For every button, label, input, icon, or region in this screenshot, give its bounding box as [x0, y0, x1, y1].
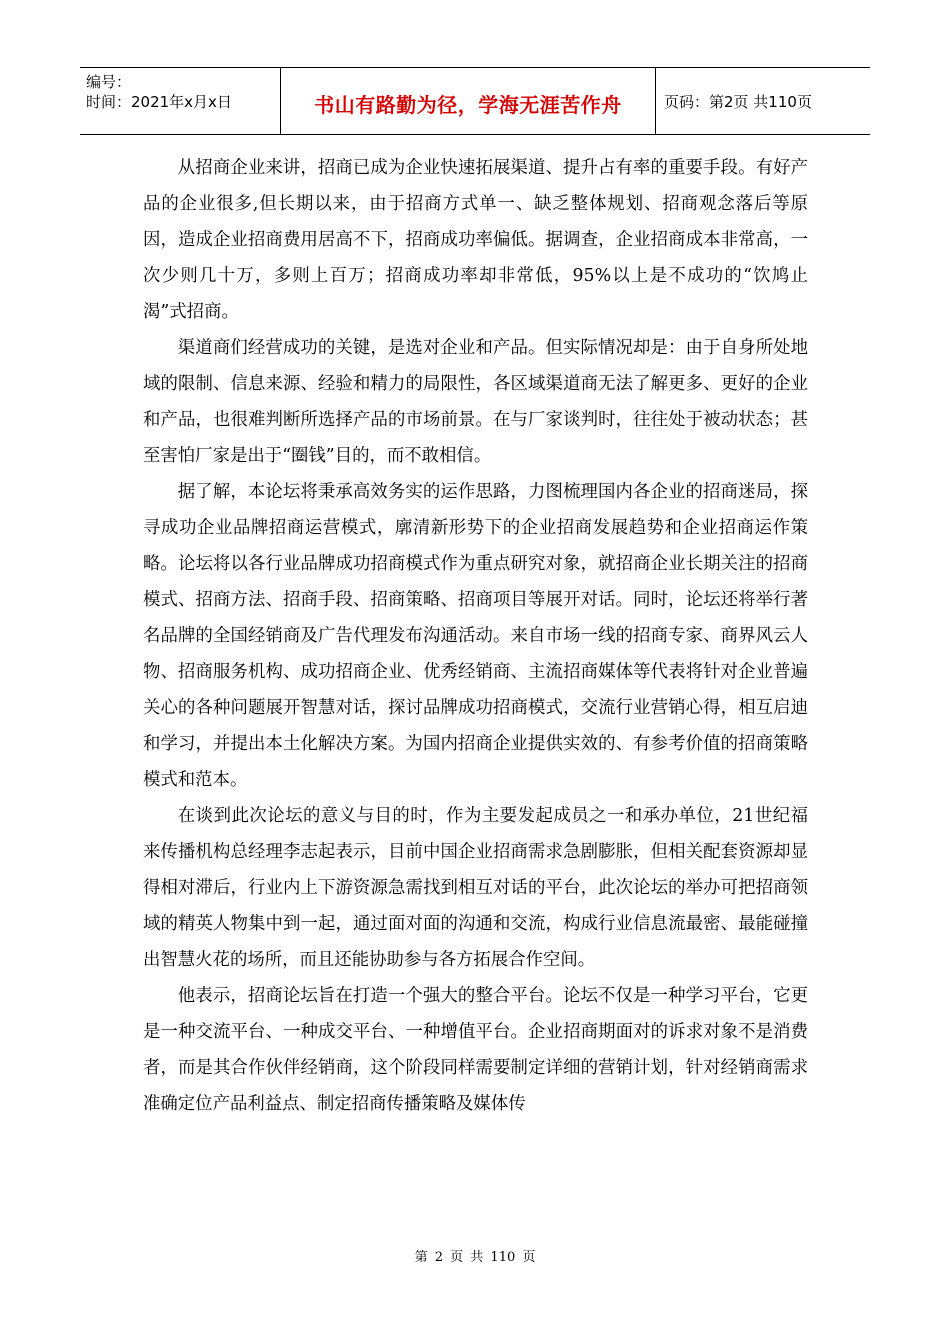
document-time-label: 时间：2021年x月x日 — [86, 93, 232, 111]
header-page-info: 页码：第2页 共110页 — [664, 92, 812, 111]
paragraph: 他表示，招商论坛旨在打造一个强大的整合平台。论坛不仅是一种学习平台，它更是一种交流平台、一种成交平台、一种增值平台。企业招商期面对的诉求对象不是消费者，而是其合作伙伴经销商，这个阶段同样需要制定详细的营销计划，针对经销商需求准确定位产品利益点、制定招商传播策略及媒体传 — [143, 986, 808, 1114]
document-body — [143, 150, 808, 1122]
page-header — [80, 67, 870, 135]
header-motto-cell — [281, 68, 656, 134]
header-meta — [80, 68, 281, 134]
paragraph: 据了解，本论坛将秉承高效务实的运作思路，力图梳理国内各企业的招商迷局，探寻成功企业品牌招商运营模式，廓清新形势下的企业招商发展趋势和企业招商运作策略。论坛将以各行业品牌成功招商模式作为重点研究对象，就招商企业长期关注的招商模式、招商方法、招商手段、招商策略、招商项目等展开对话。同时，论坛还将举行著名品牌的全国经销商及广告代理发布沟通活动。来自市场一线的招商专家、商界风云人物、招商服务机构、成功招商企业、优秀经销商、主流招商媒体等代表将针对企业普遍关心的各种问题展开智慧对话，探讨品牌成功招商模式，交流行业营销心得，相互启迪和学习，并提出本土化解决方案。为国内招商企业提供实效的、有参考价值的招商策略模式和范本。 — [143, 482, 808, 790]
header-motto: 书山有路勤为径，学海无涯苦作舟 — [314, 92, 622, 117]
paragraph: 渠道商们经营成功的关键，是选对企业和产品。但实际情况却是：由于自身所处地域的限制、信息来源、经验和精力的局限性，各区域渠道商无法了解更多、更好的企业和产品，也很难判断所选择产品的市场前景。在与厂家谈判时，往往处于被动状态；甚至害怕厂家是出于“圈钱”目的，而不敢相信。 — [143, 338, 808, 466]
paragraph: 从招商企业来讲，招商已成为企业快速拓展渠道、提升占有率的重要手段。有好产品的企业很多,但长期以来，由于招商方式单一、缺乏整体规划、招商观念落后等原因，造成企业招商费用居高不下，招商成功率偏低。据调查，企业招商成本非常高，一次少则几十万，多则上百万；招商成功率却非常低，95%以上是不成功的“饮鸠止渴”式招商。 — [143, 158, 808, 322]
page-footer: 第 2 页 共 110 页 — [414, 1250, 536, 1265]
document-number-label: 编号： — [86, 73, 132, 91]
paragraph: 在谈到此次论坛的意义与目的时，作为主要发起成员之一和承办单位，21世纪福来传播机构总经理李志起表示，目前中国企业招商需求急剧膨胀，但相关配套资源却显得相对滞后，行业内上下游资源急需找到相互对话的平台，此次论坛的举办可把招商领域的精英人物集中到一起，通过面对面的沟通和交流，构成行业信息流最密、最能碰撞出智慧火花的场所，而且还能协助参与各方拓展合作空间。 — [143, 806, 808, 970]
